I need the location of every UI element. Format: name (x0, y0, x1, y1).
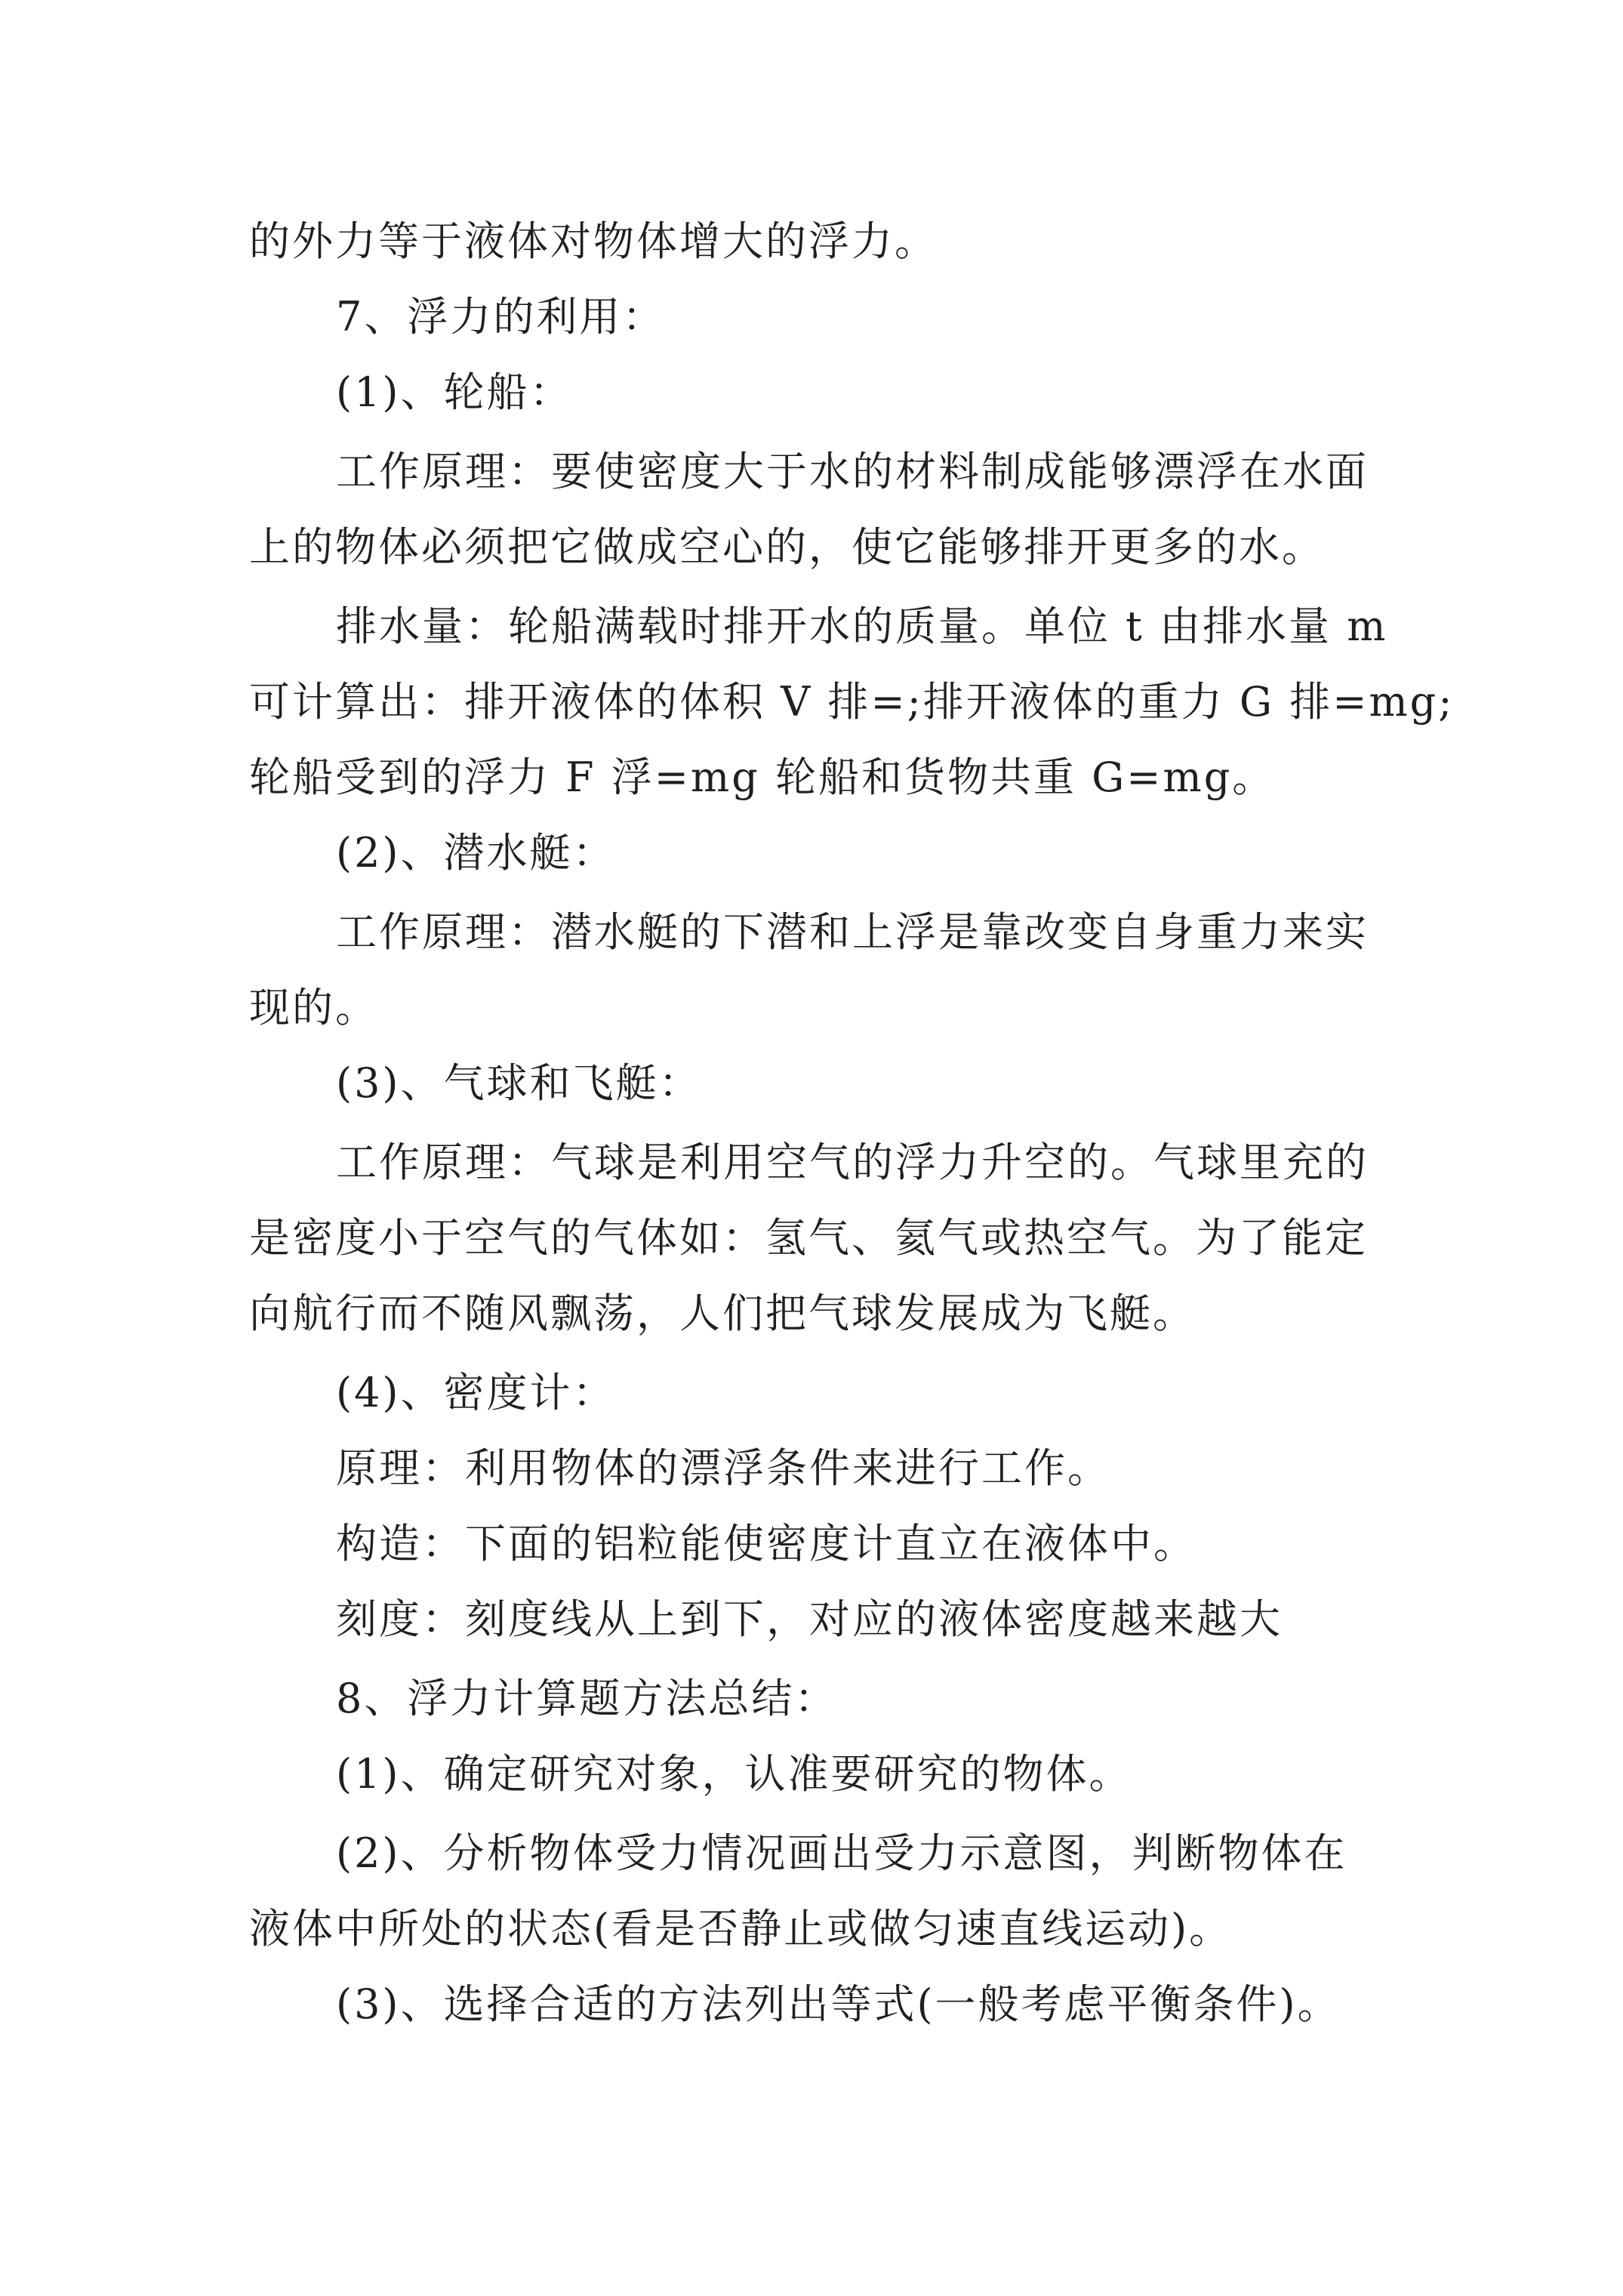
text-line: 液体中所处的状态(看是否静止或做匀速直线运动)。 (249, 1905, 1233, 1952)
text-line: 上的物体必须把它做成空心的，使它能够排开更多的水。 (249, 523, 1325, 571)
subsection-heading: (4)、密度计： (336, 1369, 616, 1416)
text-line: (3)、选择合适的方法列出等式(一般考虑平衡条件)。 (336, 1980, 1341, 2028)
text-line: 工作原理：气球是利用空气的浮力升空的。气球里充的 (336, 1139, 1369, 1186)
text-line: 轮船受到的浮力 F 浮=mg 轮船和货物共重 G=mg。 (249, 754, 1276, 801)
section-heading: 7、浮力的利用： (336, 293, 666, 341)
text-line: 原理：利用物体的漂浮条件来进行工作。 (336, 1444, 1110, 1492)
subsection-heading: (2)、潜水艇： (336, 829, 616, 877)
text-line: 的外力等于液体对物体增大的浮力。 (249, 217, 938, 265)
text-line: 向航行而不随风飘荡，人们把气球发展成为飞艇。 (249, 1290, 1196, 1337)
text-line: 是密度小于空气的气体如：氢气、氦气或热空气。为了能定 (249, 1214, 1368, 1262)
text-line: 刻度：刻度线从上到下，对应的液体密度越来越大 (336, 1595, 1283, 1643)
text-line: 工作原理：潜水艇的下潜和上浮是靠改变自身重力来实 (336, 908, 1369, 956)
text-line: 构造：下面的铝粒能使密度计直立在液体中。 (336, 1520, 1196, 1567)
text-line: 工作原理：要使密度大于水的材料制成能够漂浮在水面 (336, 448, 1369, 495)
section-heading: 8、浮力计算题方法总结： (336, 1675, 838, 1722)
subsection-heading: (1)、轮船： (336, 368, 573, 416)
text-line: 排水量：轮船满载时排开水的质量。单位 t 由排水量 m (336, 603, 1388, 650)
text-line: 现的。 (249, 984, 378, 1031)
text-line: 可计算出：排开液体的体积 V 排=;排开液体的重力 G 排=mg; (249, 678, 1455, 726)
text-line: (1)、确定研究对象，认准要研究的物体。 (336, 1750, 1132, 1798)
subsection-heading: (3)、气球和飞艇： (336, 1059, 702, 1107)
text-line: (2)、分析物体受力情况画出受力示意图，判断物体在 (336, 1829, 1347, 1877)
